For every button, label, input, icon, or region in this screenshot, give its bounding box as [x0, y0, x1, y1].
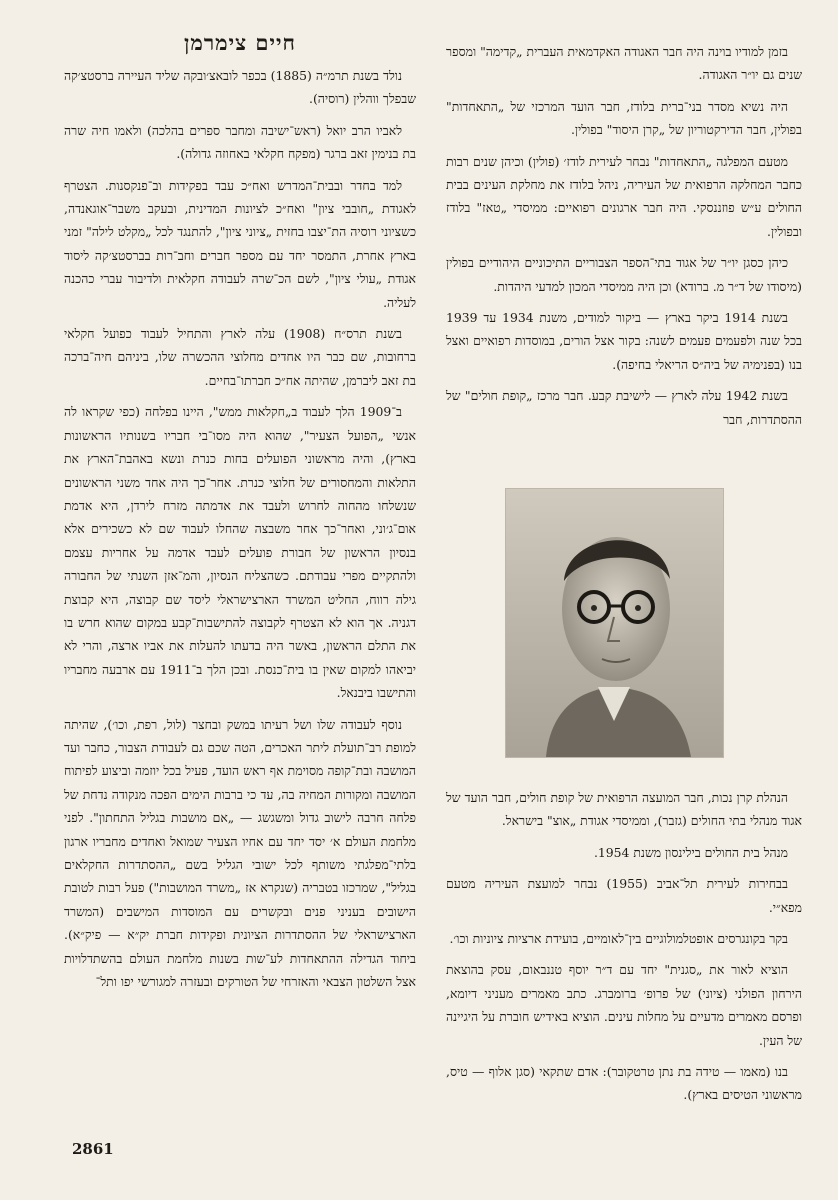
paragraph: כיהן כסגן יו״ר של אגוד בתי־הספר הצבוריים התיכוניים היהודיים בפולין (מיסודו של ד״ר מ. ברודא) וכן היה ממיסדי המכון למדעי היהדות.	[446, 255, 802, 294]
paragraph: נוסף לעבודה שלו ושל רעיתו במשק ובחצר (לול, רפת, וכו׳), שהיתה למופת רב־תועלת ליתר האכרים, הטה שכם גם לעבודת הצבור, כחבר ועד המושבה ובת־קופה מסוימת אף ראש הועד, פעיל בכל יוזמה וביצוע לפיתוח המושבה ומקורות המחיה בה, עד כי ברבות הימים הפכה מנקודה נדחת של פלחה חרבה לישוב גדול ומשגשג — „אם מושבות בגליל התחתון". לפני מלחמת העולם א׳ יסד יחד עם אחיו הצעיר שמואל ואחדים מחבריו ארגון בלתי־מפלגתי משותף לכל ישובי הגליל בשם „ההסתדרות החקלאים בגליל", שמרכזו בטבריה (שנקרא אז „משרד המושבות") פעל רבות לטובת הישובים בעניני פנים ובקשרים עם המוסדות המישבים (המשרד הארצישראלי של ההסתדרות הציונית ופקידות חברת יק״א — פיק״א). ביחוד הגדילה ההתאחדות לע־שות בשנות מלחמת העולם בהשתדלויות אצל השלטון הצבאי והאזרחי של הטורקים ובעזרה למגורשי יפו ותל־	[64, 716, 416, 990]
paragraph: בזמן למודיו בוינה היה חבר האגודה האקדמאית העברית „קדימה" ומספר שנים גם יו״ר האגודה.	[446, 44, 802, 83]
right-column-lower	[446, 786, 802, 1115]
portrait-photo	[505, 488, 724, 758]
paragraph: לאביו הרב יואל (ראש־ישיבה ומחבר ספרים בהלכה) ולאמו חיה שרה בת בנימין זאב ברגר (מפקח חקלאי באחוזה גדולה).	[64, 122, 416, 162]
paragraph: בקר בקונגרסים אופטלמולוגיים בין־לאומיים, בועידת ארציות ציוניות וכו׳.	[449, 931, 788, 947]
paragraph: בשנת 1914 ביקר בארץ — ביקור למודים, משנת 1934 עד 1939 בכל שנה ולפעמים פעמים לשנה: בקור אצל הורים, במוסדות רפואיים ואצל בנו (בפנימיה של ביה״ס הריאלי בחיפה).	[446, 310, 802, 372]
paragraph: נולד בשנת תרמ״ה (1885) בכפר לובאצ׳ובקה שליד העיירה ברסטצ׳קה שבפלך ווהלין (רוסיה).	[64, 68, 416, 107]
paragraph: הנהלת קרן נכות, חבר המועצה הרפואית של קופת חולים, חבר הועד של אגוד מנהלי בתי החולים (גזבר), וממיסדי אגודת „אוצ" בישראל.	[446, 790, 802, 829]
paragraph: בשנת 1942 עלה לארץ — לישיבת קבע. חבר מרכז „קופת חולים" של ההסתדרות, חבר	[446, 388, 802, 427]
paragraph: מטעם המפלגה „התאחדות" נבחר לעירית לודז׳ (פולין) וכיהן שנים רבות כחבר המחלקה הרפואית של העיריה, ניהל בלודז את מחלקת העינים בבית החולים ע״ש פוזננסקי. היה חבר ארגונים רפואיים: ממיסדי „טאז" בלודז ובפולין.	[446, 153, 802, 239]
paragraph: היה נשיא מסדר בני־ברית בלודז, חבר הועד המרכזי של „התאחדות" בפולין, חבר הדירקטוריון של „קרן היסוד" בפולין.	[446, 98, 802, 138]
page-number: 2861	[72, 1140, 114, 1158]
paragraph: בשנת תרס״ח (1908) עלה לארץ והתחיל לעבוד כפועל חקלאי ברחובות, שם כבר היו אחדים מחלוצי ההכשרה שלו, ביניהם חיה־ברכה בת זאב ליברמן, שהיתה אח״כ חברתו־בחיים.	[64, 326, 416, 388]
paragraph: בנו (מאמו — טידה בת נתן טרטקובר): אדם שתקאי (סגן אלוף — טיס, מראשוני הטיסים בארץ).	[446, 1064, 802, 1103]
paragraph: ב־1909 הלך לעבוד ב„חקלאות ממש", היינו בפלחה (כפי שקראו לה אנשי „הפועל הצעיר", שהוא היה מסו־בי חבריו בשנותיו הראשונות בארץ), והיה מראשוני הפועלים בחות כנרת ונשא באהבת־הארץ את התלאות והמחסורים של חלוצי כנרת. אחר־כך היה אחד משני הראשונים שנשלחו מהחוה לחרוש ולעבד את אדמתה מזרח לירדן, היא אדמת אום־ג׳וני, ואחר־כך אחר משבצה שהחלו לעבוד שם לא כשכירים אלא בנסיון הראשון של חבורת פועלים לעבד אדמה על אחריות עצמם ולהתקיים מפרי עבודתם. כשהצליח הנסיון, והמ־אזן השנתי של החבורה גילה רווח, החליט המשרד הארצישראלי ליסד שם קבוצה, היא קבוצת דגניה. אך הוא לא הצטרף לקבוצה להתישבות־קבע במקום שהוא חרש בו את התלם הראשון, באשר היה בדעתו להעלות את אביו ארצה, והרי לא יביאהו למקום שאין בו בית־כנסת. ובכן הלך ב־1911 עם ארבעה מחבריו והתישבו ביבנאל.	[64, 404, 416, 701]
paragraph: מנהל בית החולים בילינסון משנת 1954.	[593, 844, 788, 860]
paragraph: הוציא לאור את „סגנית" יחד עם ד״ר יוסף טננבאום, עסק בהוצאת הירחון הפולני (ציוני) של פרופ׳ ברומברג. כתב מאמרים מעניני דיומא, ופרסם מאמרים מדעיים על מחלות עינים. הוציא באידיש חוברת על היגיינה של העין.	[446, 962, 802, 1048]
left-column	[64, 64, 416, 1001]
paragraph: למד בחדר ובבית־המדרש ואח״כ עבד בפקידות וב־פנקסנות. הצטרף לאגודת „חובבי ציון" ואח״כ לציונות המדינית, ובעקב משבר־אוגאנדה, כשציוני רוסיה הת־יצבו בחזית „ציוני ציון", להתנגד לכל „מקלט לילה" זמני בארץ אחרת, התמסר יחד עם מספר חברים וחב־רות בברסטצ׳קה ליסוד אגודת „עולי ציון", לשם הכ־שרה לעבודה חקלאית ולדיבור עברי כהכנה לעליה.	[64, 177, 416, 310]
article-title: חיים צימרמן	[184, 30, 296, 55]
right-column	[446, 40, 802, 439]
paragraph: בבחירות לעירית תל־אביב (1955) נבחר למועצת העיריה מטעם מפא״י.	[446, 876, 802, 915]
